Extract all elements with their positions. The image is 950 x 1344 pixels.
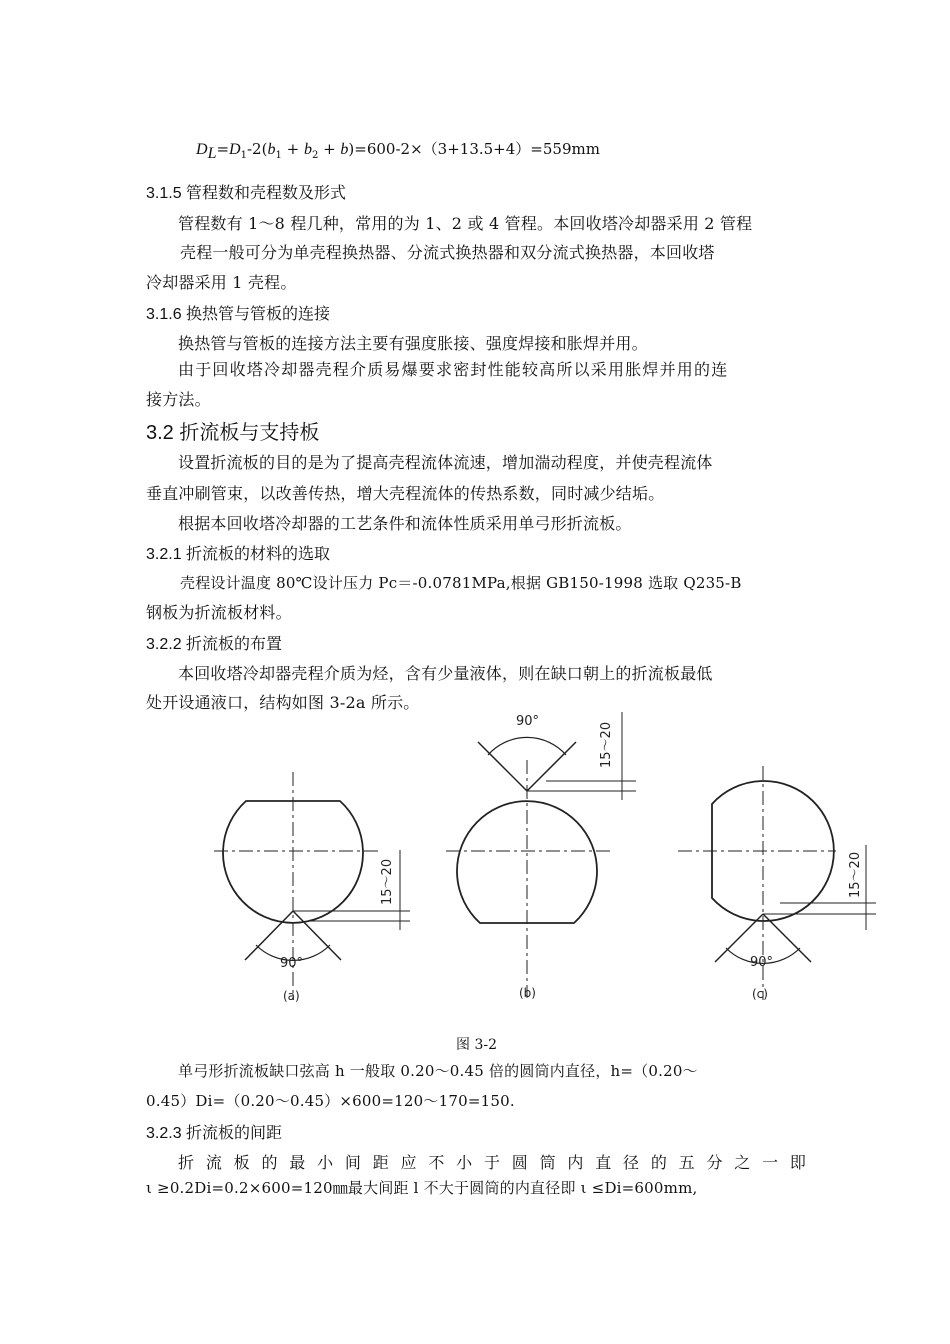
paragraph-line: 由于回收塔冷却器壳程介质易爆要求密封性能较高所以采用胀焊并用的连 [178, 360, 729, 379]
subfigure-label-b: (b) [519, 986, 536, 1000]
dimension-label-a: 15～20 [380, 858, 395, 905]
heading-3-1-6: 3.1.6 换热管与管板的连接 [146, 306, 331, 323]
formula-symbol-b1: b [267, 141, 276, 158]
formula-subscript: 2 [311, 150, 319, 161]
char: 应 [400, 1153, 417, 1172]
paragraph-line: 管程数有 1～8 程几种，常用的为 1、2 或 4 管程。本回收塔冷却器采用 2 管程 [178, 214, 753, 233]
heading-3-2-3: 3.2.3 折流板的间距 [146, 1125, 283, 1142]
char: 板 [233, 1153, 250, 1172]
paragraph-line: 单弓形折流板缺口弦高 h 一般取 0.20～0.45 倍的圆筒内直径，h=（0.20～ [178, 1062, 698, 1080]
paragraph-line: 根据本回收塔冷却器的工艺条件和流体性质采用单弓形折流板。 [178, 514, 632, 533]
subfigure-label-c: (c) [752, 987, 768, 1001]
figure-3-2 [200, 712, 890, 1012]
formula-plus: + [318, 140, 341, 158]
angle-label-a: 90° [280, 956, 304, 971]
paragraph-line: ι ≥0.2Di=0.2×600=120㎜最大间距 l 不大于圆筒的内直径即 ι ≤Di=600mm, [146, 1179, 698, 1197]
char: 五 [678, 1153, 695, 1172]
paragraph-line: 钢板为折流板材料。 [146, 603, 292, 622]
char: 的 [261, 1153, 278, 1172]
char: 即 [789, 1153, 806, 1172]
paragraph-line: 换热管与管板的连接方法主要有强度胀接、强度焊接和胀焊并用。 [178, 334, 648, 353]
formula-equals: = [216, 140, 230, 158]
paragraph-line: 接方法。 [146, 390, 211, 409]
char: 内 [567, 1153, 584, 1172]
baffle-diagram-c [678, 766, 876, 1000]
char: 一 [762, 1153, 779, 1172]
heading-3-2-1: 3.2.1 折流板的材料的选取 [146, 546, 331, 563]
char: 最 [289, 1153, 306, 1172]
char: 间 [344, 1153, 361, 1172]
char: 不 [428, 1153, 445, 1172]
paragraph-line: 处开设通液口，结构如图 3-2a 所示。 [146, 693, 420, 712]
char: 径 [623, 1153, 640, 1172]
figure-caption: 图 3-2 [456, 1037, 497, 1053]
char: 于 [483, 1153, 500, 1172]
paragraph-line-justified [178, 1150, 806, 1173]
dimension-label-b: 15～20 [599, 721, 614, 768]
char: 圆 [511, 1153, 528, 1172]
formula-close-paren: ) [348, 140, 355, 158]
char: 折 [178, 1153, 195, 1172]
paragraph-line: 壳程设计温度 80℃设计压力 Pc＝-0.0781MPa,根据 GB150-1998 选取 Q235-B [180, 574, 742, 592]
paragraph-line: 0.45）Di=（0.20～0.45）×600=120～170=150. [146, 1092, 515, 1110]
formula-subscript: 1 [275, 150, 282, 161]
angle-label-c: 90° [750, 955, 774, 970]
formula-symbol-b2: b [303, 141, 312, 158]
formula-subscript: 1 [240, 150, 247, 161]
formula-symbol-d1: D [229, 141, 241, 158]
formula-dl [196, 138, 600, 163]
char: 分 [706, 1153, 723, 1172]
formula-operator: -2( [246, 140, 268, 158]
formula-symbol-b: b [340, 141, 349, 158]
paragraph-line: 本回收塔冷却器壳程介质为烃，含有少量液体，则在缺口朝上的折流板最低 [178, 664, 713, 683]
paragraph-line: 壳程一般可分为单壳程换热器、分流式换热器和双分流式换热器，本回收塔 [180, 243, 715, 262]
subfigure-label-a: (a) [283, 989, 300, 1003]
char: 直 [595, 1153, 612, 1172]
formula-symbol-d: D [196, 141, 208, 158]
char: 的 [650, 1153, 667, 1172]
char: 筒 [539, 1153, 556, 1172]
heading-3-2: 3.2 折流板与支持板 [146, 422, 320, 444]
paragraph-line: 垂直冲刷管束，以改善传热，增大壳程流体的传热系数，同时减少结垢。 [146, 484, 665, 503]
angle-label-b: 90° [516, 714, 540, 729]
dimension-label-c: 15～20 [848, 851, 863, 898]
paragraph-line: 设置折流板的目的是为了提高壳程流体流速，增加湍动程度，并使壳程流体 [178, 453, 713, 472]
formula-plus: + [281, 140, 304, 158]
heading-3-1-5: 3.1.5 管程数和壳程数及形式 [146, 185, 347, 202]
formula-subscript: L [207, 145, 217, 162]
char: 之 [734, 1153, 751, 1172]
heading-3-2-2: 3.2.2 折流板的布置 [146, 636, 283, 653]
char: 小 [317, 1153, 334, 1172]
paragraph-line: 冷却器采用 1 壳程。 [146, 273, 297, 292]
formula-result: =600-2×（3+13.5+4）=559mm [354, 140, 600, 158]
char: 小 [456, 1153, 473, 1172]
char: 距 [372, 1153, 389, 1172]
char: 流 [205, 1153, 222, 1172]
